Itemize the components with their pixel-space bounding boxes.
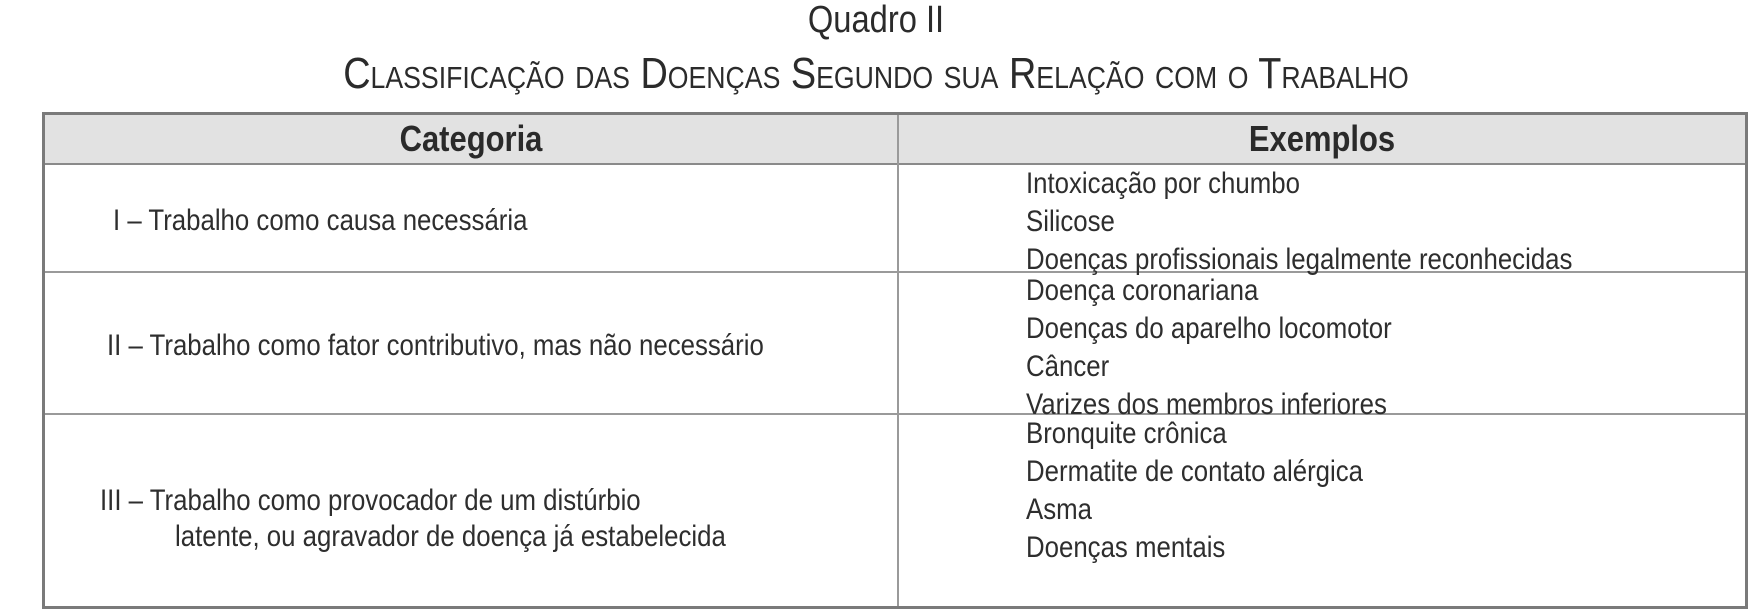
category-cell: I – Trabalho como causa necessária (113, 204, 528, 237)
classification-table (42, 112, 1748, 609)
table-title: Classificação das Doenças Segundo sua Relação com o Trabalho (343, 49, 1409, 98)
category-cell: II – Trabalho como fator contributivo, mas não necessário (107, 329, 764, 362)
header-exemplos: Exemplos (1248, 118, 1396, 159)
examples-cell (1026, 415, 1418, 567)
example-item: Doença coronariana (1026, 274, 1259, 307)
category-cell-line: III – Trabalho como provocador de um distúrbio (100, 484, 641, 517)
examples-cell (1026, 272, 1451, 424)
table-number: Quadro II (807, 0, 945, 41)
example-item: Doenças profissionais legalmente reconhecidas (1026, 243, 1573, 276)
category-cell-line: latente, ou agravador de doença já estabelecida (175, 520, 726, 553)
example-item: Dermatite de contato alérgica (1026, 455, 1364, 488)
example-item: Asma (1026, 493, 1092, 526)
example-item: Intoxicação por chumbo (1026, 167, 1300, 200)
table-header-row (45, 115, 1745, 165)
column-divider (897, 115, 899, 606)
example-item: Varizes dos membros inferiores (1026, 388, 1387, 421)
example-item: Silicose (1026, 205, 1115, 238)
example-item: Doenças mentais (1026, 531, 1226, 564)
example-item: Câncer (1026, 350, 1110, 383)
examples-cell (1026, 165, 1661, 279)
example-item: Bronquite crônica (1026, 417, 1227, 450)
row-divider (45, 413, 1745, 415)
example-item: Doenças do aparelho locomotor (1026, 312, 1392, 345)
header-categoria: Categoria (399, 118, 543, 159)
